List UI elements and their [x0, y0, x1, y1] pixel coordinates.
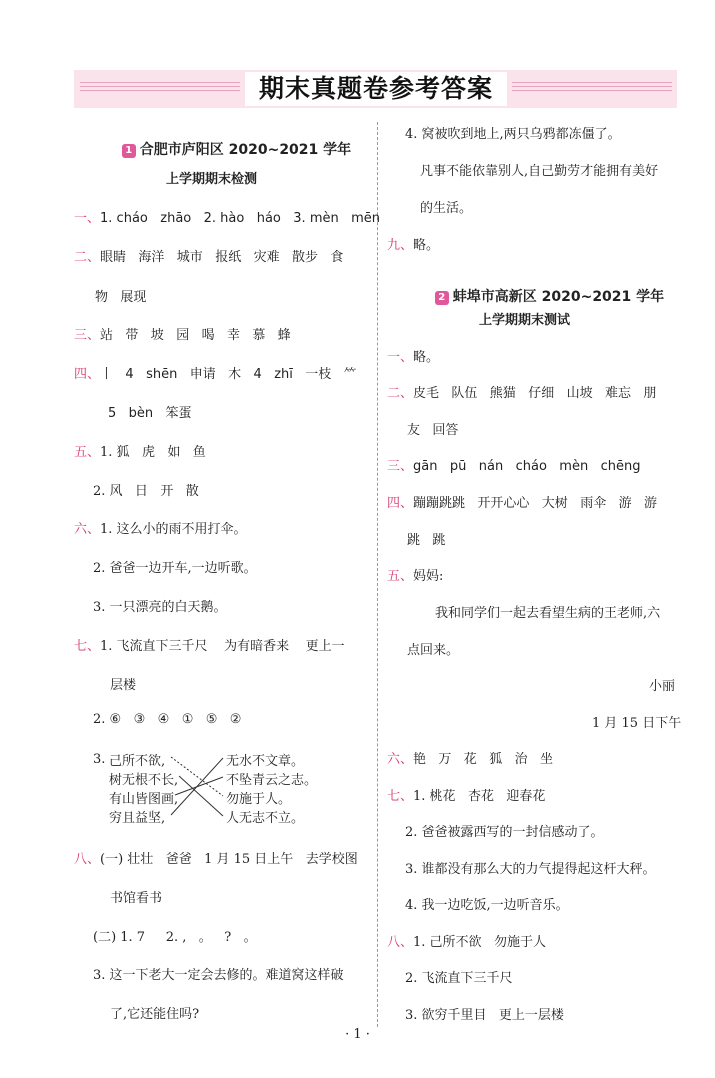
answer-2-4: 四、蹦蹦跳跳 开开心心 大树 雨伞 游 游	[387, 496, 658, 511]
match-right-4: 人无志不立。	[226, 811, 305, 826]
title-decoration-left	[80, 82, 240, 94]
answer-1-7-cont: 层楼	[110, 678, 137, 693]
answer-1-8-cont: 书馆看书	[110, 891, 163, 906]
title-decoration-right	[512, 82, 672, 94]
answer-1-7-3-num: 3.	[93, 752, 106, 767]
page-number: · 1 ·	[345, 1027, 370, 1042]
match-left-2: 树无根不长,	[109, 773, 179, 788]
answer-1-8-3: 3. 这一下老大一定会去修的。难道窝这样破	[93, 968, 344, 983]
answer-1-2: 二、眼睛 海洋 城市 报纸 灾难 散步 食	[74, 250, 344, 265]
answer-2-8: 八、1. 己所不欲 勿施于人	[387, 935, 546, 950]
match-left-4: 穷且益坚,	[109, 811, 166, 826]
answer-2-7: 七、1. 桃花 杏花 迎春花	[387, 789, 546, 804]
section-2-subheading: 上学期期末测试	[479, 313, 571, 328]
answer-2-3: 三、gān pū nán cháo mèn chēng	[387, 459, 641, 474]
answer-2-8-3: 3. 欲穷千里目 更上一层楼	[405, 1008, 564, 1023]
answer-2-2: 二、皮毛 队伍 熊猫 仔细 山坡 难忘 朋	[387, 386, 657, 401]
answer-1-5: 五、1. 狐 虎 如 鱼	[74, 445, 206, 460]
answer-2-1: 一、略。	[387, 350, 440, 365]
answer-1-7: 七、1. 飞流直下三千尺 为有暗香来 更上一	[74, 639, 345, 654]
answer-2-7-4: 4. 我一边吃饭,一边听音乐。	[405, 898, 569, 913]
section-2-heading-text: 蚌埠市高新区 2020~2021 学年	[452, 289, 665, 305]
answer-1-3: 三、站 带 坡 园 喝 幸 慕 蜂	[74, 328, 291, 343]
match-right-3: 勿施于人。	[226, 792, 292, 807]
answer-2-2-cont: 友 回答	[407, 423, 459, 438]
answer-2-5-body-cont: 点回来。	[407, 643, 460, 658]
answer-1-6-2: 2. 爸爸一边开车,一边听歌。	[93, 561, 257, 576]
match-left-3: 有山皆图画,	[109, 792, 179, 807]
answer-1-2-cont: 物 展现	[95, 290, 147, 305]
section-1-subheading: 上学期期末检测	[166, 172, 258, 187]
section-2-heading	[425, 270, 664, 306]
answer-2-5: 五、妈妈:	[387, 569, 444, 584]
answer-1-1: 一、1. cháo zhāo 2. hào háo 3. mèn mēn	[74, 211, 381, 226]
section-2-badge: 2	[435, 291, 449, 305]
answer-1-8-moral: 凡事不能依靠别人,自己勤劳才能拥有美好	[420, 164, 659, 179]
answer-1-8-4: 4. 窝被吹到地上,两只乌鸦都冻僵了。	[405, 127, 621, 142]
section-1-badge: 1	[122, 144, 136, 158]
answer-1-8-2: (二) 1. 7 2. , 。 ? 。	[93, 930, 257, 945]
answer-1-8: 八、(一) 壮壮 爸爸 1 月 15 日上午 去学校图	[74, 852, 358, 867]
page-title: 期末真题卷参考答案	[245, 72, 507, 106]
match-right-1: 无水不文章。	[226, 754, 305, 769]
answer-2-5-body: 我和同学们一起去看望生病的王老师,六	[435, 606, 661, 621]
answer-2-5-signature: 小丽	[649, 679, 676, 694]
match-right-2: 不坠青云之志。	[226, 773, 318, 788]
answer-1-8-3-cont: 了,它还能住吗?	[110, 1007, 200, 1022]
answer-1-4: 四、丨 4 shēn 申请 木 4 zhī 一枝 ⺮	[74, 367, 357, 382]
answer-2-7-2: 2. 爸爸被露西写的一封信感动了。	[405, 825, 604, 840]
matching-exercise	[109, 750, 349, 830]
answer-2-8-2: 2. 飞流直下三千尺	[405, 971, 513, 986]
answer-1-9: 九、略。	[387, 238, 440, 253]
answer-2-4-cont: 跳 跳	[407, 533, 446, 548]
answer-2-6: 六、艳 万 花 狐 治 坐	[387, 752, 554, 767]
answer-1-8-moral-cont: 的生活。	[420, 201, 473, 216]
match-left-1: 己所不欲,	[109, 754, 166, 769]
answer-1-5-cont: 2. 风 日 开 散	[93, 484, 199, 499]
answer-2-5-date: 1 月 15 日下午	[592, 716, 682, 731]
section-1-heading-text: 合肥市庐阳区 2020~2021 学年	[139, 142, 352, 158]
answer-2-7-3: 3. 谁都没有那么大的力气提得起这杆大秤。	[405, 862, 656, 877]
column-divider	[377, 122, 378, 1027]
section-1-heading	[112, 123, 351, 159]
answer-1-7-2: 2. ⑥ ③ ④ ① ⑤ ②	[93, 712, 242, 727]
answer-1-4-cont: 5 bèn 笨蛋	[108, 406, 192, 421]
answer-1-6-3: 3. 一只漂亮的白天鹅。	[93, 600, 227, 615]
answer-1-6: 六、1. 这么小的雨不用打伞。	[74, 522, 247, 537]
